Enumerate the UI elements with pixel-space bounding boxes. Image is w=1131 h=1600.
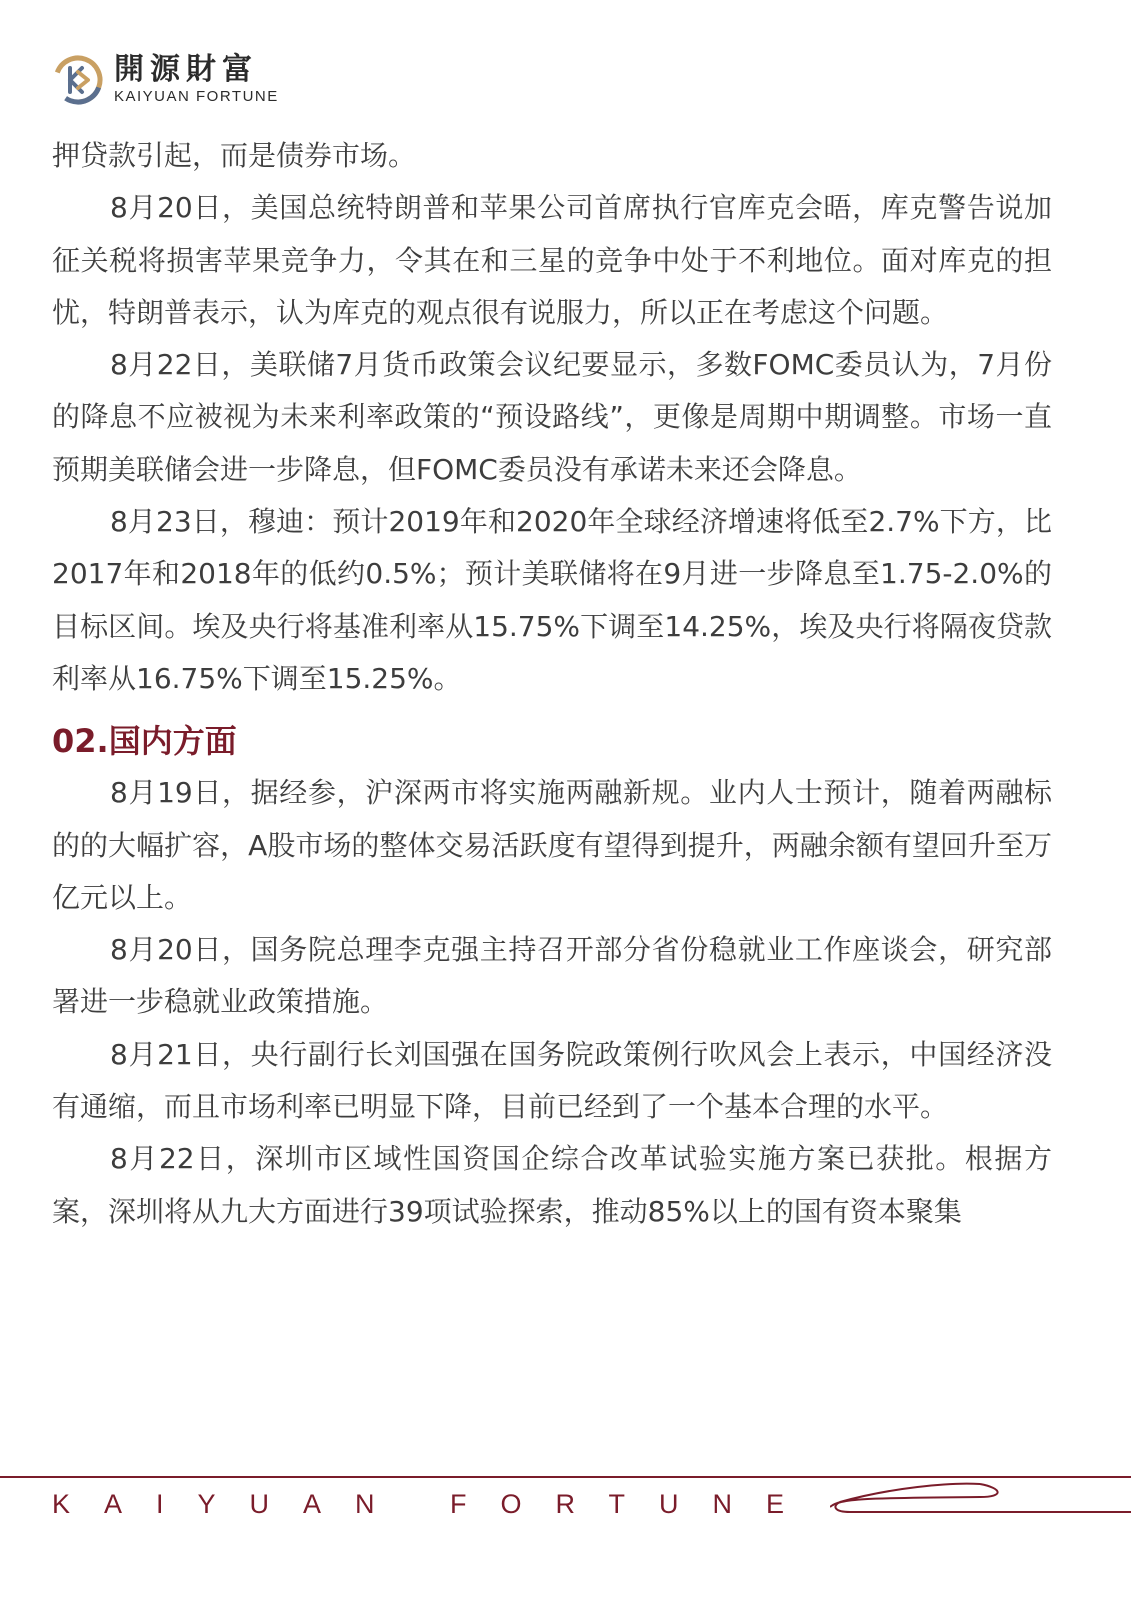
logo-chinese-name: 開源財富 — [114, 52, 258, 87]
logo-english-name: KAIYUAN FORTUNE — [114, 88, 279, 105]
paragraph-aug20-intl: 8月20日，美国总统特朗普和苹果公司首席执行官库克会晤，库克警告说加征关税将损害苹果竞争力，令其在和三星的竞争中处于不利地位。面对库克的担忧，特朗普表示，认为库克的观点很有说服力，所以正在考虑这个问题。 — [52, 191, 1052, 329]
paragraph-aug23-intl: 8月23日，穆迪：预计2019年和2020年全球经济增速将低至2.7%下方，比2017年和2018年的低约0.5%；预计美联储将在9月进一步降息至1.75-2.0%的目标区间。埃及央行将基准利率从15.75%下调至14.25%，埃及央行将隔夜贷款利率从16.75%下调至15.25%。 — [52, 505, 1052, 695]
paragraph-aug22-intl: 8月22日，美联储7月货币政策会议纪要显示，多数FOMC委员认为，7月份的降息不应被视为未来利率政策的“预设路线”，更像是周期中期调整。市场一直预期美联储会进一步降息，但FOMC委员没有承诺未来还会降息。 — [52, 348, 1052, 486]
paragraph-aug21-domestic: 8月21日，央行副行长刘国强在国务院政策例行吹风会上表示，中国经济没有通缩，而且市场利率已明显下降，目前已经到了一个基本合理的水平。 — [52, 1037, 1052, 1124]
paragraph-aug20-domestic: 8月20日，国务院总理李克强主持召开部分省份稳就业工作座谈会，研究部署进一步稳就业政策措施。 — [52, 933, 1052, 1019]
page-header — [52, 50, 279, 110]
paragraph-continuation: 押贷款引起，而是债券市场。 — [52, 139, 417, 172]
footer-brand-text: KAIYUAN FORTUNE — [52, 1489, 819, 1519]
paragraph-aug19-domestic: 8月19日，据经参，沪深两市将实施两融新规。业内人士预计，随着两融标的的大幅扩容，A股市场的整体交易活跃度有望得到提升，两融余额有望回升至万亿元以上。 — [52, 776, 1052, 914]
article-body — [52, 130, 1052, 1238]
logo-wordmark — [114, 54, 279, 106]
kaiyuan-logo-icon — [52, 54, 104, 106]
section-heading-domestic: 02.国内方面 — [52, 722, 237, 761]
page-footer — [0, 1470, 1131, 1550]
paragraph-aug22-domestic: 8月22日，深圳市区域性国资国企综合改革试验实施方案已获批。根据方案，深圳将从九大方面进行39项试验探索，推动85%以上的国有资本聚集 — [52, 1142, 1052, 1228]
footer-swoosh-decoration — [830, 1470, 1131, 1520]
